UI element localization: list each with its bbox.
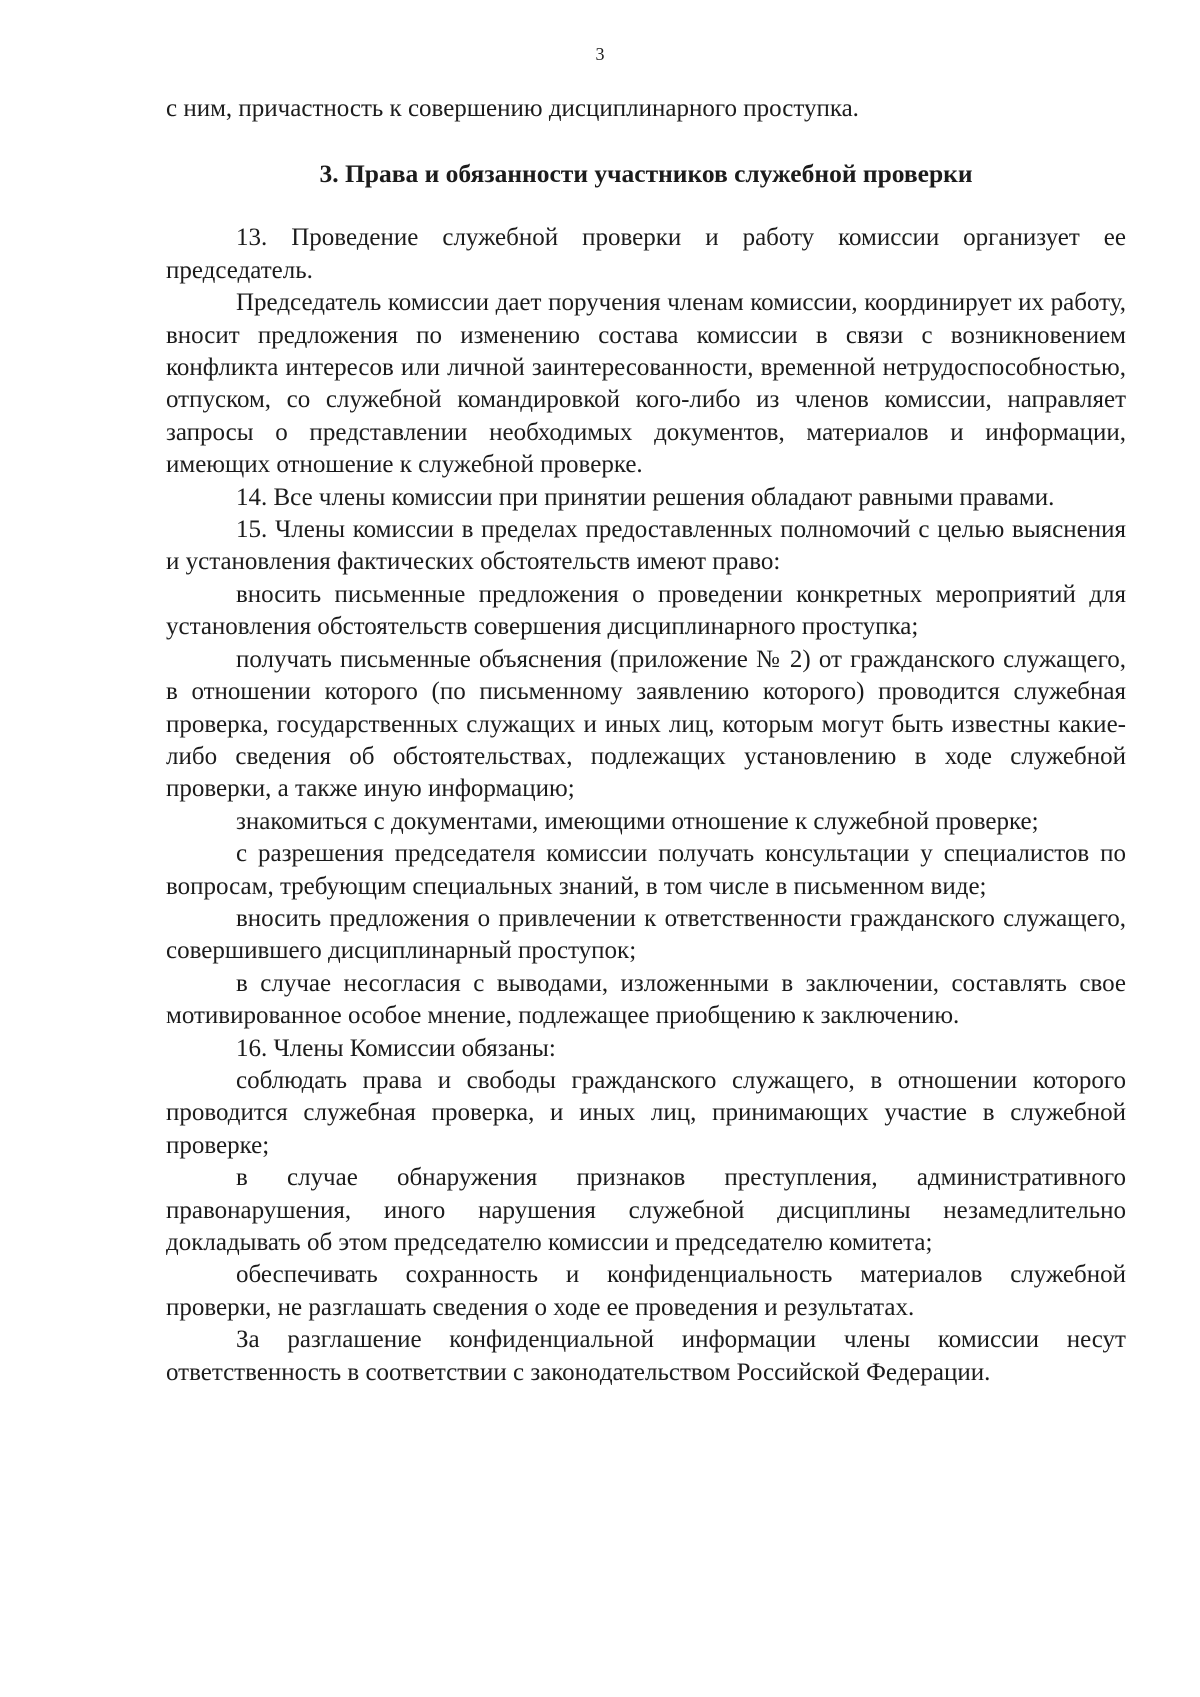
paragraph-15: 15. Члены комиссии в пределах предоставленных полномочий с целью выяснения и установления фактических обстоятельств имеют право: [166, 516, 1126, 576]
continuation-text: с ним, причастность к совершению дисциплинарного проступка. [166, 95, 859, 122]
paragraph-13: 13. Проведение служебной проверки и работу комиссии организует ее председатель. [166, 224, 1126, 284]
duty-item-report: в случае обнаружения признаков преступления, административного правонарушения, иного нарушения служебной дисциплины незамедлительно докладывать об этом председателю комиссии и председателю комитета; [166, 1164, 1126, 1256]
page-number: 3 [595, 44, 605, 64]
right-item-documents: знакомиться с документами, имеющими отношение к служебной проверке; [236, 807, 1039, 835]
paragraph-chairman-duties: Председатель комиссии дает поручения членам комиссии, координирует их работу, вносит предложения по изменению состава комиссии в связи с возникновением конфликта интересов или личной заинтересованности, временной нетрудоспособностью, отпуском, со служебной командировкой кого-либо из членов комиссии, направляет запросы о представлении необходимых документов, материалов и информации, имеющих отношение к служебной проверке. [166, 289, 1126, 479]
paragraph-16: 16. Члены Комиссии обязаны: [236, 1034, 556, 1062]
right-item-proposals: вносить письменные предложения о проведении конкретных мероприятий для установления обстоятельств совершения дисциплинарного проступка; [166, 580, 1126, 641]
right-item-consultations: с разрешения председателя комиссии получать консультации у специалистов по вопросам, требующим специальных знаний, в том числе в письменном виде; [166, 840, 1126, 900]
duty-item-confidentiality: обеспечивать сохранность и конфиденциальность материалов служебной проверки, не разглашать сведения о ходе ее проведения и результатах. [166, 1261, 1126, 1321]
document-body [166, 93, 1126, 1389]
duty-item-rights: соблюдать права и свободы гражданского служащего, в отношении которого проводится служебная проверка, и иных лиц, принимающих участие в служебной проверке; [166, 1066, 1126, 1159]
right-item-liability-proposals: вносить предложения о привлечении к ответственности гражданского служащего, совершившего дисциплинарный проступок; [166, 904, 1126, 965]
paragraph-liability: За разглашение конфиденциальной информации члены комиссии несут ответственность в соответствии с законодательством Российской Федерации. [166, 1326, 1126, 1386]
right-item-dissenting-opinion: в случае несогласия с выводами, изложенными в заключении, составлять свое мотивированное особое мнение, подлежащее приобщению к заключению. [166, 969, 1126, 1030]
section-title: 3. Права и обязанности участников служебной проверки [319, 159, 973, 189]
right-item-explanations: получать письменные объяснения (приложение № 2) от гражданского служащего, в отношении которого (по письменному заявлению которого) проводится служебная проверка, государственных служащих и иных лиц, которым могут быть известны какие-либо сведения об обстоятельствах, подлежащих установлению в ходе служебной проверки, а также иную информацию; [166, 645, 1126, 803]
paragraph-14: 14. Все члены комиссии при принятии решения обладают равными правами. [236, 483, 1055, 511]
